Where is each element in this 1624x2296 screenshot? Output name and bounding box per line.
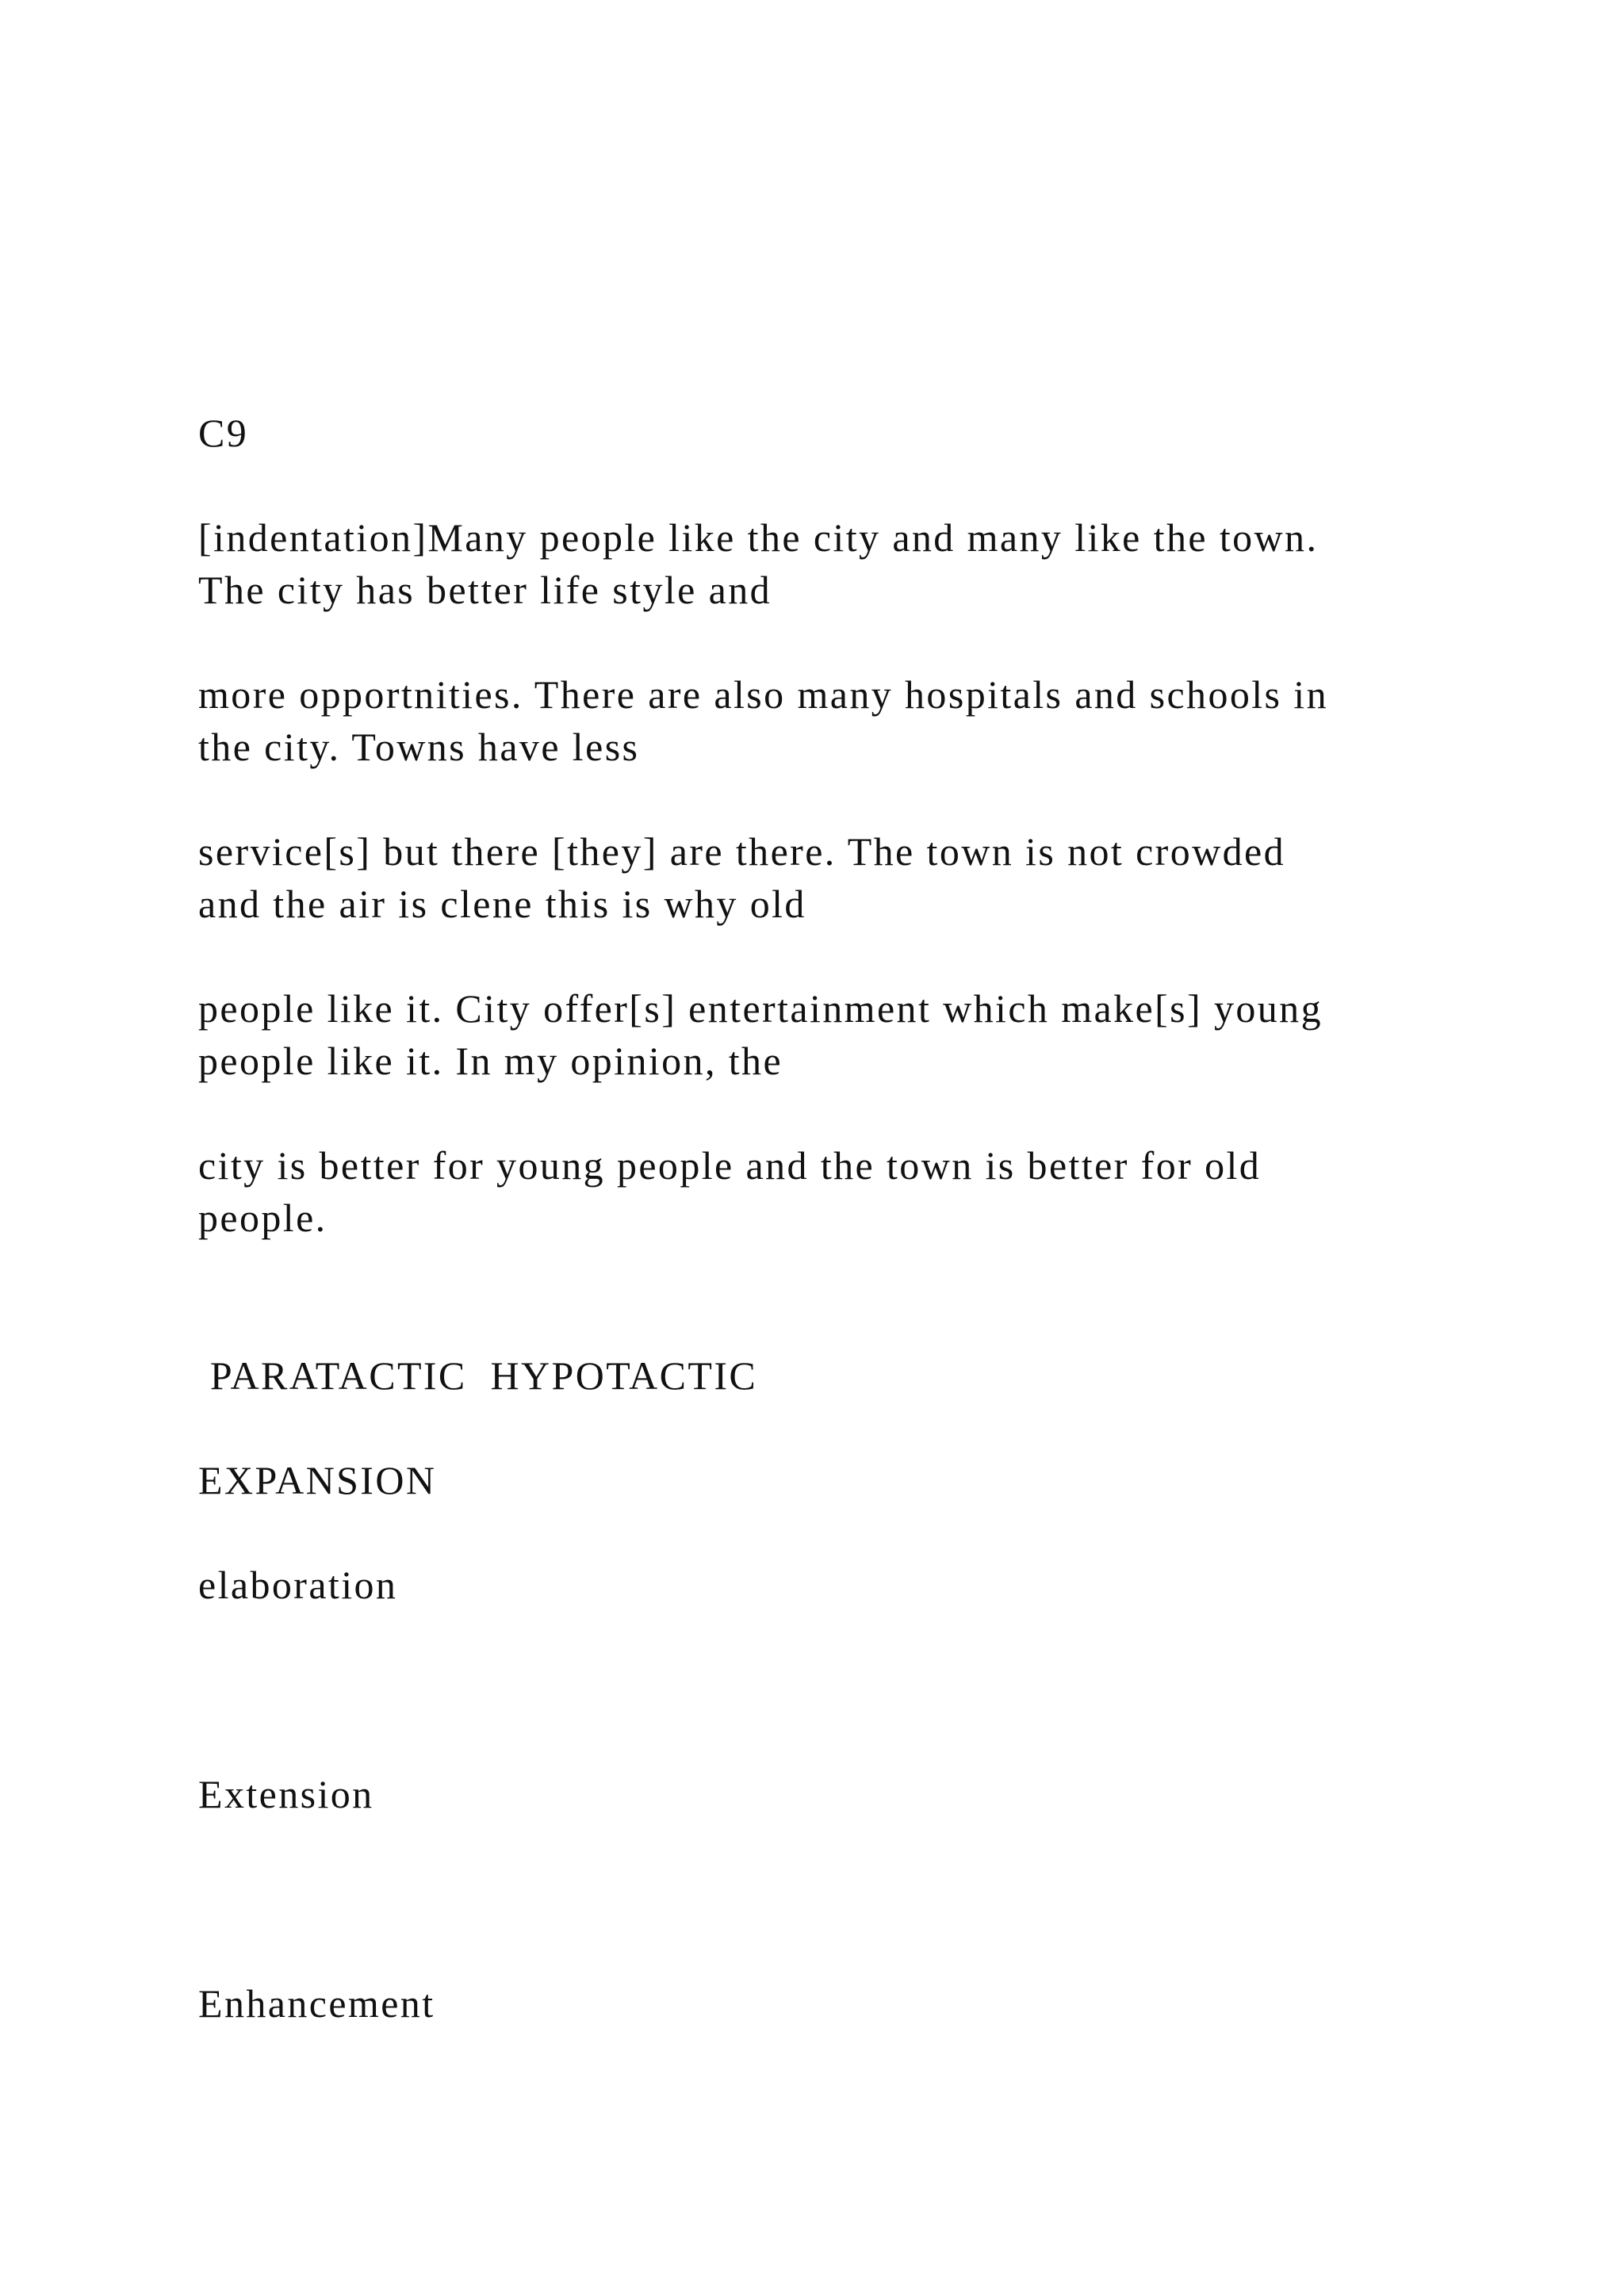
paragraph-line-3: more opportnities. There are also many hospitals and schools in	[198, 672, 1329, 717]
paragraph-line-8: people like it. In my opinion, the	[198, 1039, 783, 1083]
paragraph-line-2: The city has better life style and	[198, 568, 772, 612]
paragraph-line-7: people like it. City offer[s] entertainment which make[s] young	[198, 986, 1323, 1031]
expansion-label: EXPANSION	[198, 1458, 437, 1502]
paragraph-line-10: people.	[198, 1196, 327, 1240]
row-label-enhancement: Enhancement	[198, 1981, 435, 2026]
paragraph-line-9: city is better for young people and the town is better for old	[198, 1143, 1262, 1188]
row-label-elaboration: elaboration	[198, 1563, 398, 1607]
row-label-extension: Extension	[198, 1772, 374, 1816]
paragraph-line-1: [indentation]Many people like the city and many like the town.	[198, 515, 1319, 560]
paragraph-line-5: service[s] but there [they] are there. The town is not crowded	[198, 829, 1286, 874]
paragraph-line-6: and the air is clene this is why old	[198, 882, 806, 926]
paragraph-line-4: the city. Towns have less	[198, 725, 640, 769]
document-heading: C9	[198, 411, 249, 455]
table-header: PARATACTIC HYPOTACTIC	[198, 1353, 758, 1398]
